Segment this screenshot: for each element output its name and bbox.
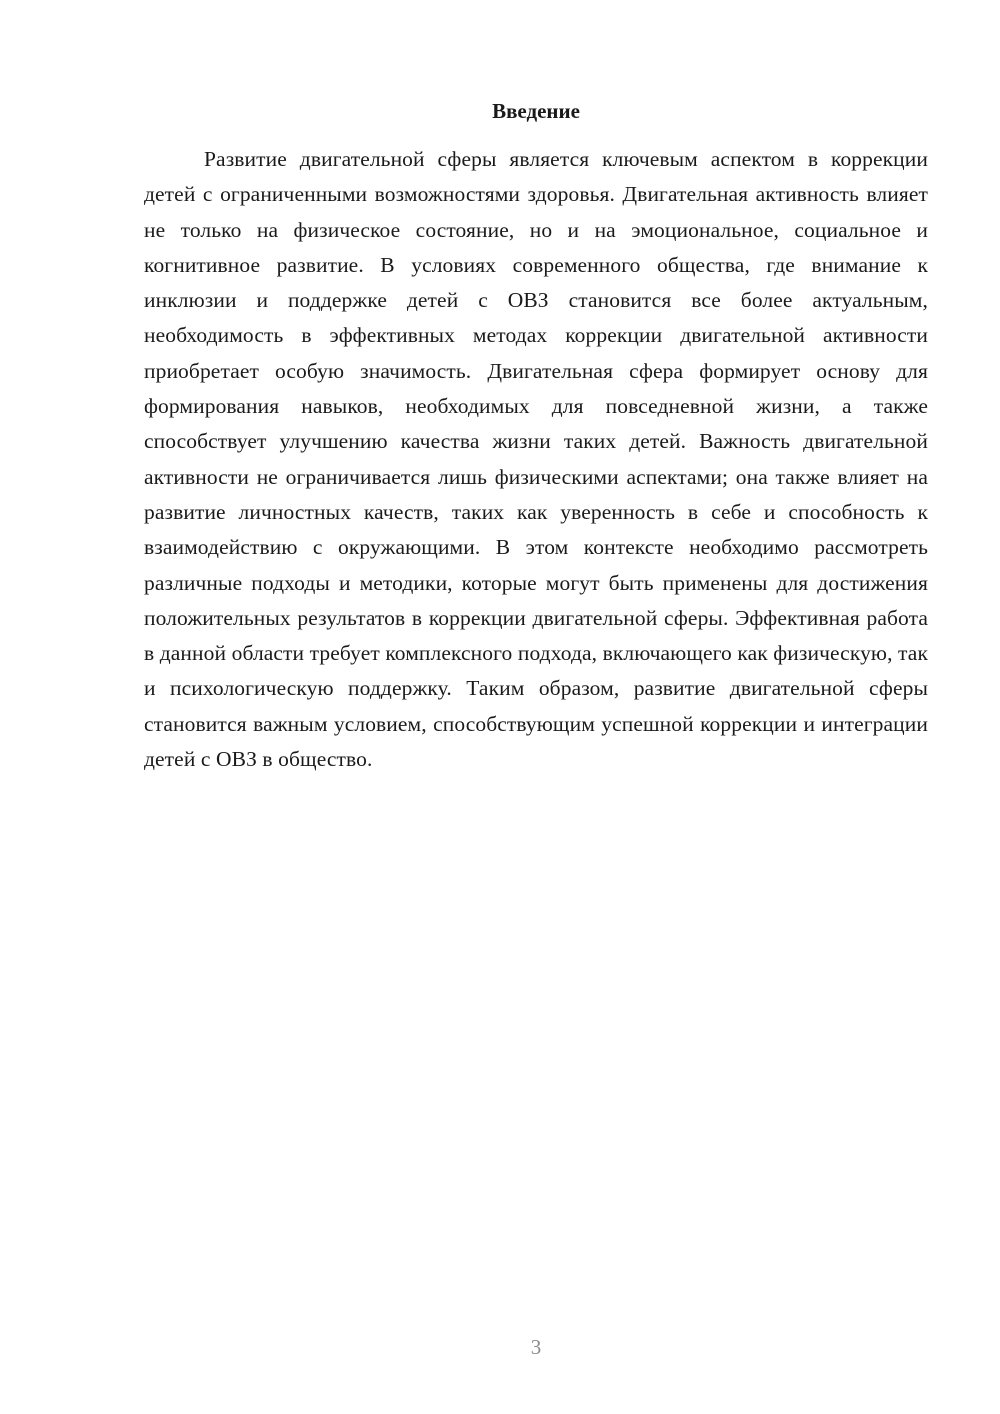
section-heading: Введение (492, 99, 580, 123)
page-number: 3 (530, 1335, 542, 1359)
introduction-paragraph: Развитие двигательной сферы является ключевым аспектом в коррекции детей с ограниченными возможностями здоровья. Двигательная активность влияет не только на физическое состояние, но и на эмоциональное, социальное и когнитивное развитие. В условиях современного общества, где внимание к инклюзии и поддержке детей с ОВЗ становится все более актуальным, необходимость в эффективных методах коррекции двигательной активности приобретает особую значимость. Двигательная сфера формирует основу для формирования навыков, необходимых для повседневной жизни, а также способствует улучшению качества жизни таких детей. Важность двигательной активности не ограничивается лишь физическими аспектами; она также влияет на развитие личностных качеств, таких как уверенность в себе и способность к взаимодействию с окружающими. В этом контексте необходимо рассмотреть различные подходы и методики, которые могут быть применены для достижения положительных результатов в коррекции двигательной сферы. Эффективная работа в данной области требует комплексного подхода, включающего как физическую, так и психологическую поддержку. Таким образом, развитие двигательной сферы становится важным условием, способствующим успешной коррекции и интеграции детей с ОВЗ в общество. (144, 147, 928, 772)
